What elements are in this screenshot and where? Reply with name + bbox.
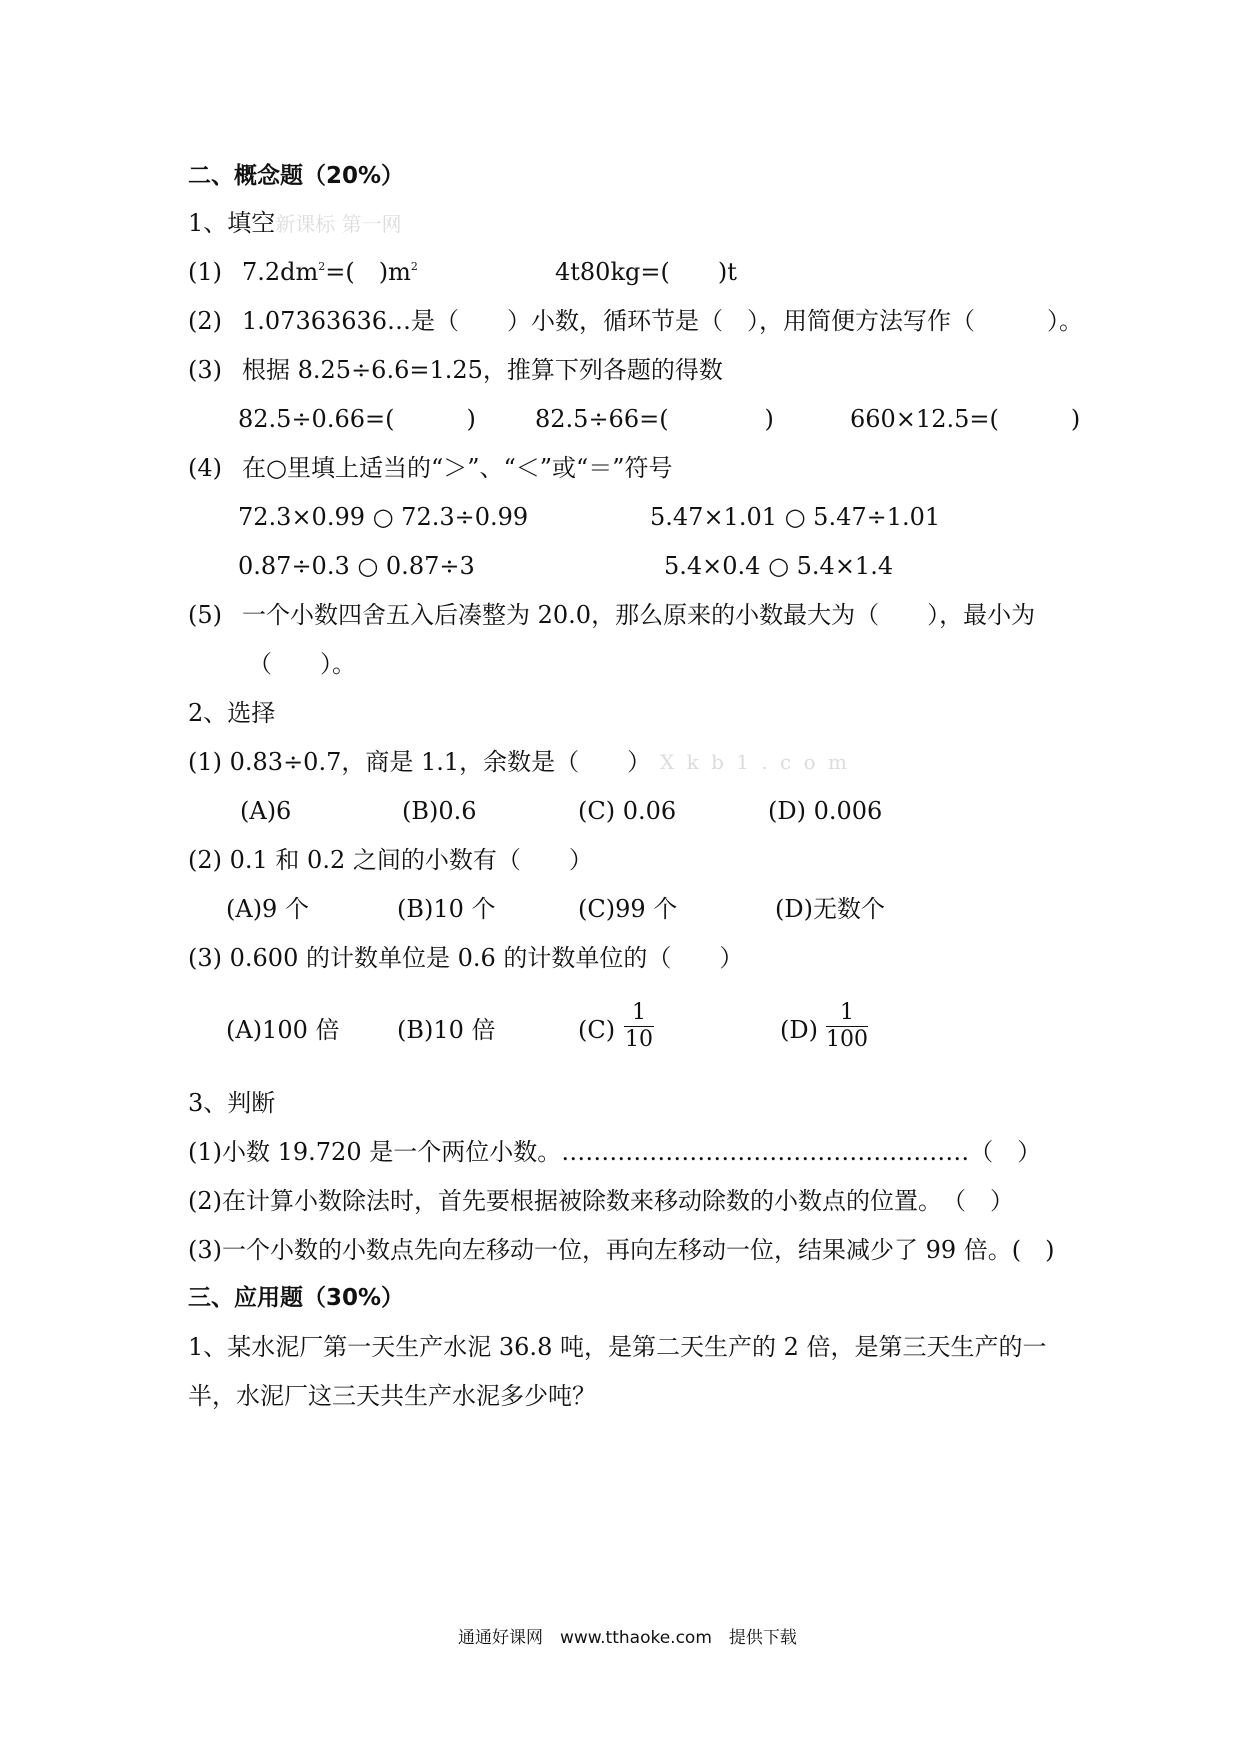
- footer-text: 通通好课网 www.tthaoke.com 提供下载: [458, 1628, 797, 1648]
- fill-q5-text2: （ ）。: [248, 650, 356, 678]
- fill-q4-a: 72.3×0.99 ○ 72.3÷0.99: [238, 503, 529, 531]
- fraction-denominator: 10: [625, 1027, 653, 1052]
- fraction-one-tenth: [624, 1000, 654, 1053]
- option-b: (B)10 倍: [397, 1016, 496, 1044]
- q-num: (2): [188, 307, 222, 335]
- fill-q2-text: 1.07363636…是（ ）小数，循环节是（ ），用简便方法写作（ ）。: [242, 307, 1084, 335]
- fill-q3-b: 82.5÷66=( ): [535, 405, 774, 433]
- fraction-denominator: 100: [826, 1027, 868, 1052]
- judge-q1: (1)小数 19.720 是一个两位小数。……………………………………………（ ）: [188, 1138, 1042, 1166]
- app-q1-line2: 半，水泥厂这三天共生产水泥多少吨？: [188, 1382, 596, 1410]
- option-d: (D): [780, 1016, 818, 1044]
- q-num: (3): [188, 356, 222, 384]
- fill-q1-a: $7.2dm^2=$( )$m^2$: [242, 258, 418, 286]
- choice-title: 2、选择: [188, 699, 276, 727]
- judge-title: 3、判断: [188, 1089, 276, 1117]
- fill-q1-b: 4t80kg=( )t: [555, 258, 737, 286]
- app-q1-line1: 1、某水泥厂第一天生产水泥 36.8 吨，是第二天生产的 2 倍，是第三天生产的一: [188, 1333, 1047, 1361]
- fill-q4-d: 5.4×0.4 ○ 5.4×1.4: [664, 552, 894, 580]
- fill-title: 1、填空: [188, 209, 276, 237]
- option-a: (A)6: [240, 797, 292, 825]
- fill-q3-c: 660×12.5=( ): [850, 405, 1081, 433]
- fill-q4-text: 在○里填上适当的“＞”、“＜”或“＝”符号: [242, 454, 673, 482]
- fill-heading: [188, 207, 402, 240]
- option-c: (C)99 个: [578, 895, 678, 923]
- option-c: (C) 0.06: [578, 797, 677, 825]
- q-num: (1): [188, 258, 222, 286]
- fraction-one-hundredth: [826, 1000, 868, 1053]
- choice-q2-text: (2) 0.1 和 0.2 之间的小数有（ ）: [188, 846, 593, 874]
- section3-title: 三、应用题（30%）: [188, 1285, 405, 1311]
- judge-q3: (3)一个小数的小数点先向左移动一位，再向左移动一位，结果减少了 99 倍。( ): [188, 1236, 1055, 1264]
- q-num: (4): [188, 454, 222, 482]
- q-num: (5): [188, 601, 222, 629]
- fill-q3-a: 82.5÷0.66=( ): [238, 405, 476, 433]
- watermark-text: X k b 1 . c o m: [660, 750, 850, 774]
- option-a: (A)100 倍: [226, 1016, 340, 1044]
- choice-q1-text: (1) 0.83÷0.7，商是 1.1，余数是（ ）: [188, 748, 652, 776]
- option-d: (D) 0.006: [768, 797, 883, 825]
- option-a: (A)9 个: [226, 895, 309, 923]
- watermark-text: 新课标 第一网: [275, 212, 402, 236]
- option-d: (D)无数个: [775, 895, 885, 923]
- option-c: (C): [578, 1016, 616, 1044]
- option-b: (B)10 个: [397, 895, 496, 923]
- option-b: (B)0.6: [402, 797, 477, 825]
- fill-q3-text: 根据 8.25÷6.6=1.25，推算下列各题的得数: [242, 356, 723, 384]
- choice-q3-text: (3) 0.600 的计数单位是 0.6 的计数单位的（ ）: [188, 944, 744, 972]
- fill-q5-text: 一个小数四舍五入后凑整为 20.0，那么原来的小数最大为（ ），最小为: [242, 601, 1036, 629]
- fill-q4-c: 0.87÷0.3 ○ 0.87÷3: [238, 552, 475, 580]
- fraction-numerator: 1: [632, 1000, 646, 1025]
- section2-title: 二、概念题（20%）: [188, 163, 405, 189]
- fraction-numerator: 1: [840, 1000, 854, 1025]
- fill-q4-b: 5.47×1.01 ○ 5.47÷1.01: [650, 503, 941, 531]
- judge-q2: (2)在计算小数除法时，首先要根据被除数来移动除数的小数点的位置。 （ ）: [188, 1187, 1014, 1215]
